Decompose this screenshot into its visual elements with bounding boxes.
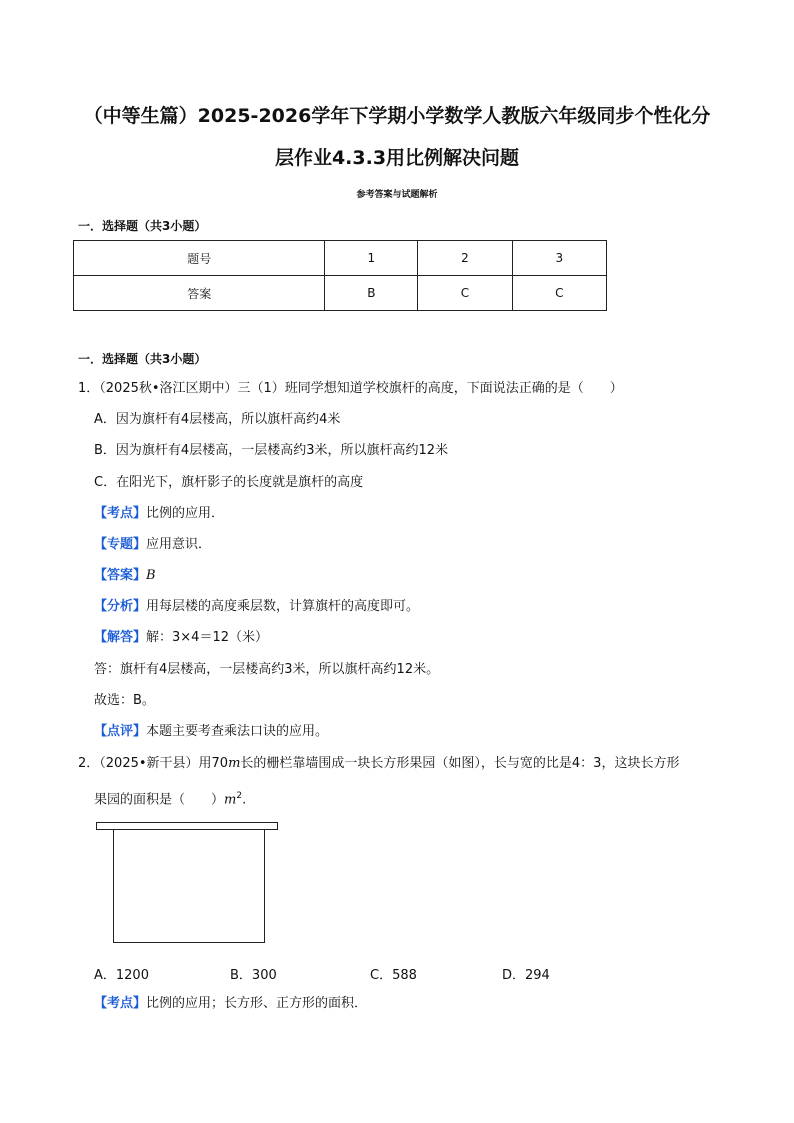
table-cell: 1: [325, 241, 418, 276]
stem-part: 果园的面积是（ ）: [94, 792, 225, 808]
dianping-tag: 【点评】: [94, 724, 147, 739]
document-title-line-2: 层作业4.3.3用比例解决问题: [274, 147, 520, 169]
figure-wall: [96, 822, 278, 830]
table-row: [74, 241, 607, 276]
document-subtitle: 参考答案与试题解析: [356, 190, 438, 200]
kaodian-tag: 【考点】: [94, 996, 147, 1011]
question-1-dianping: [94, 722, 328, 742]
document-title-line-1: （中等生篇）2025-2026学年下学期小学数学人教版六年级同步个性化分: [83, 105, 711, 127]
daan-text: B: [146, 568, 156, 583]
unit-exponent: 2: [236, 791, 243, 801]
question-1-jieda: [94, 628, 268, 648]
question-2-option-a: A．1200: [94, 968, 149, 983]
question-1-option-c: C．在阳光下，旗杆影子的长度就是旗杆的高度: [94, 475, 364, 490]
answer-summary-table: [73, 240, 607, 311]
kaodian-tag: 【考点】: [94, 506, 147, 521]
dianping-text: 本题主要考查乘法口诀的应用。: [146, 724, 329, 739]
fenxi-tag: 【分析】: [94, 599, 147, 614]
zhuanti-tag: 【专题】: [94, 537, 147, 552]
table-cell: B: [325, 276, 418, 311]
question-1-option-b: B．因为旗杆有4层楼高，一层楼高约3米，所以旗杆高约12米: [94, 443, 449, 458]
figure-orchard-rectangle: [113, 830, 265, 943]
stem-part: 长的栅栏靠墙围成一块长方形果园（如图），长与宽的比是4：3，这块长方形: [240, 756, 680, 771]
question-2-option-c: C．588: [370, 968, 417, 983]
question-2-stem: [78, 754, 679, 774]
table-cell: 3: [512, 241, 606, 276]
zhuanti-text: 应用意识．: [146, 537, 212, 552]
question-1-option-a: A．因为旗杆有4层楼高，所以旗杆高约4米: [94, 412, 341, 427]
kaodian-text: 比例的应用．: [146, 506, 225, 521]
stem-part: .: [242, 792, 247, 808]
question-2-kaodian: [94, 994, 367, 1014]
summary-section-title: 一．选择题（共3小题）: [78, 219, 207, 233]
table-cell: C: [512, 276, 606, 311]
table-cell: C: [418, 276, 512, 311]
table-row: [74, 276, 607, 311]
question-1-choice: 故选：B。: [94, 693, 155, 708]
kaodian-text: 比例的应用；长方形、正方形的面积．: [146, 996, 368, 1011]
question-1-zhuanti: [94, 535, 211, 555]
question-2-option-b: B．300: [230, 968, 277, 983]
jieda-text: 解：3×4＝12（米）: [146, 630, 268, 645]
question-1-kaodian: [94, 504, 224, 524]
question-1-reply: 答：旗杆有4层楼高，一层楼高约3米，所以旗杆高约12米。: [94, 662, 440, 677]
question-1-fenxi: [94, 597, 419, 617]
question-1-stem: 1．（2025秋•洛江区期中）三（1）班同学想知道学校旗杆的高度，下面说法正确的是（ ）: [78, 381, 623, 396]
table-header-cell: 题号: [74, 241, 325, 276]
question-2-stem-line-2: [94, 786, 246, 810]
daan-tag: 【答案】: [94, 568, 147, 583]
stem-part: 2．（2025•新干县）用70: [78, 756, 229, 771]
unit-m: m: [224, 792, 237, 808]
question-1-answer: [94, 566, 156, 586]
fenxi-text: 用每层楼的高度乘层数，计算旗杆的高度即可。: [146, 599, 420, 614]
table-header-cell: 答案: [74, 276, 325, 311]
body-section-title: 一．选择题（共3小题）: [78, 352, 207, 366]
table-cell: 2: [418, 241, 512, 276]
question-2-option-d: D．294: [502, 968, 550, 983]
unit-m: m: [228, 756, 241, 771]
jieda-tag: 【解答】: [94, 630, 147, 645]
